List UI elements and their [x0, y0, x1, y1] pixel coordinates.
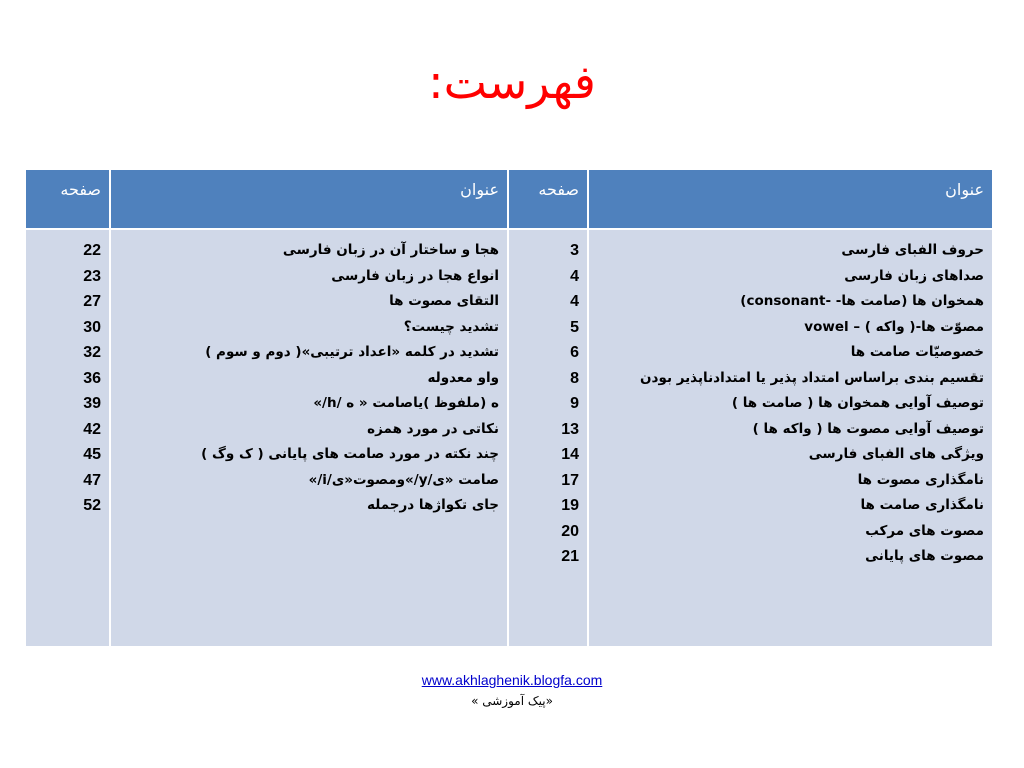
toc-table [24, 168, 994, 648]
toc-item: التقای مصوت ها [389, 293, 499, 309]
right-pages-cell [508, 229, 588, 647]
right-titles-cell [588, 229, 993, 647]
toc-page-number: 45 [83, 446, 101, 463]
website-link[interactable]: www.akhlaghenik.blogfa.com [421, 672, 603, 688]
toc-item: تشدید در کلمه «اعداد ترتیبی»( دوم و سوم ) [205, 344, 499, 360]
toc-page-number: 47 [83, 471, 101, 489]
toc-item: توصیف آوایی همخوان ها ( صامت ها ) [731, 395, 984, 411]
toc-item: مصوت های پایانی [865, 548, 984, 564]
toc-page-number: 4 [570, 267, 579, 285]
toc-page-number: 20 [561, 522, 579, 540]
toc-page-number: 42 [83, 420, 101, 438]
toc-page-number: 27 [83, 293, 101, 310]
toc-page-number: 32 [83, 344, 101, 361]
toc-item: ویژگی های الفبای فارسی [808, 446, 984, 462]
toc-item: هجا و ساختار آن در زبان فارسی [282, 242, 499, 258]
header-title-right: عنوان [588, 169, 993, 229]
toc-page-number: 13 [561, 420, 579, 438]
toc-page-number: 3 [570, 242, 579, 259]
toc-page-number: 21 [561, 548, 579, 565]
toc-item: توصیف آوایی مصوت ها ( واکه ها ) [752, 420, 984, 437]
toc-page-number: 6 [570, 344, 579, 361]
toc-item: ه (ملفوظ )یاصامت « ه /h/» [313, 395, 499, 411]
toc-page-number: 17 [561, 471, 579, 489]
toc-item: همخوان ها (صامت ها- -consonant) [740, 293, 984, 309]
toc-item: نکاتی در مورد همزه [367, 420, 499, 437]
toc-page-number: 4 [570, 293, 579, 310]
toc-page-number: 19 [561, 497, 579, 514]
toc-item: واو معدوله [427, 369, 499, 386]
table-header-row [25, 169, 993, 229]
toc-item: حروف الفبای فارسی [841, 242, 984, 258]
footer-tagline: «پیک آموزشی » [471, 694, 553, 708]
footer [0, 672, 1024, 708]
toc-page-number: 22 [83, 242, 101, 259]
page-title: فهرست: [428, 55, 596, 109]
toc-page-number: 30 [83, 318, 101, 336]
toc-item: تقسیم بندی براساس امتداد پذیر یا امتدادناپذیر بودن [640, 369, 984, 386]
left-titles-cell [110, 229, 508, 647]
toc-item: مصوّت ها-( واکه ) – vowel [804, 318, 984, 335]
toc-item: انواع هجا در زبان فارسی [331, 267, 499, 284]
table-body-row [25, 229, 993, 647]
toc-item: نامگذاری صامت ها [860, 497, 984, 513]
header-page-right: صفحه [508, 169, 588, 229]
toc-page-number: 5 [570, 318, 579, 336]
header-title-left: عنوان [110, 169, 508, 229]
toc-page-number: 39 [83, 395, 101, 412]
toc-item: جای تکواژها درجمله [367, 497, 499, 513]
toc-item: صامت «ی/y/»ومصوت«ی/i/» [308, 471, 499, 488]
toc-item: چند نکته در مورد صامت های پایانی ( ک وگ ) [201, 446, 499, 462]
toc-item: تشدید چیست؟ [403, 318, 499, 335]
toc-page-number: 8 [570, 369, 579, 387]
toc-page-number: 52 [83, 497, 101, 514]
toc-item: خصوصیّات صامت ها [850, 344, 984, 360]
toc-page-number: 9 [570, 395, 579, 412]
toc-item: مصوت های مرکب [865, 522, 984, 539]
header-page-left: صفحه [25, 169, 110, 229]
left-pages-cell [25, 229, 110, 647]
toc-page-number: 36 [83, 369, 101, 387]
toc-page-number: 23 [83, 267, 101, 285]
toc-item: نامگذاری مصوت ها [857, 471, 984, 488]
toc-item: صداهای زبان فارسی [844, 267, 984, 284]
toc-page-number: 14 [561, 446, 579, 463]
